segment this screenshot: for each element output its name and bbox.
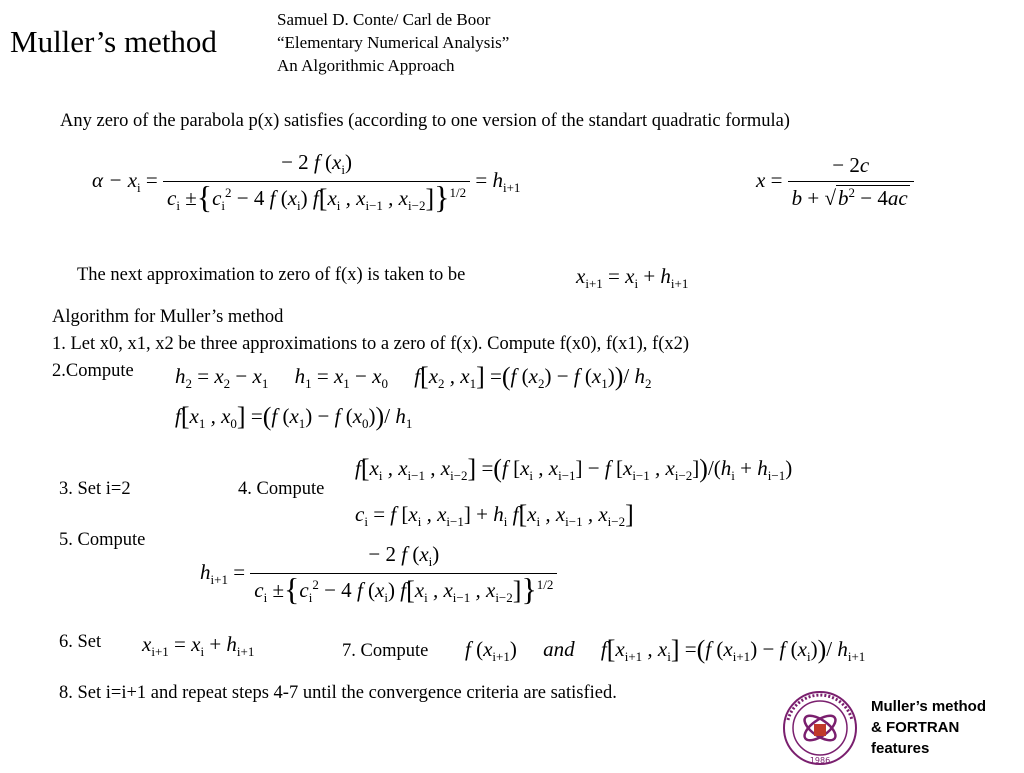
algorithm-heading: Algorithm for Muller’s method [52,307,284,327]
algorithm-step-5: 5. Compute [59,530,146,550]
intro-text: Any zero of the parabola p(x) satisfies (according to one version of the standart quadratic formula) [60,111,790,131]
step2-formula-line1: $h_2 = x_2 - x_1$ $h_1 = x_1 - x_0$ $f[x_2$ , $x_1] =(f$ $(x_2) - f$ $(x_1))/$ $h_2$ [175,362,652,392]
step4-formula-line2: $c_i = f$ [$x_i$ , $x_{i-1}] + h_i$ $f[x_i$ , $x_{i-1}$ , $x_{i-2}$] [355,500,634,530]
step7-formula: f $(x_{i+1})$ and $f[x_{i+1}$ , $x_i] =(f$ $(x_{i+1}) - f$ $(x_i))/$ $h_{i+1}$ [465,635,866,665]
algorithm-step-8: 8. Set i=i+1 and repeat steps 4-7 until the convergence criteria are satisfied. [59,683,617,703]
footer-note [871,696,986,759]
alpha-formula: $\alpha - x_i$ = $\frac{- 2 f (x_i)}{c_i \pm\{c_i^2 - 4 f (x_i) f[x_i , x_{i-1} , x_{i-2}]\}^{1/2}}$ = $h_{i+1}$ [92,150,521,216]
algorithm-step-3: 3. Set i=2 [59,479,131,499]
footer-note-line-3: features [871,740,930,757]
algorithm-step-2: 2.Compute [52,361,134,381]
algorithm-step-4: 4. Compute [238,479,325,499]
step4-formula-line1: $f[x_i$ , $x_{i-1}$ , $x_{i-2}] =(f$ [$x_i$ , $x_{i-1}] - f$ [$x_{i-1}$ , $x_{i-2}])/(h_i + h_{i-1})$ [355,454,793,484]
step2-formula-line2: $f[x_1$ , $x_0] =(f$ $(x_1) - f$ $(x_0))/$ $h_1$ [175,402,413,432]
reference-line-3: An Algorithmic Approach [277,56,455,75]
step5-formula: $h_{i+1}$ = $\frac{- 2 f (x_i)}{c_i \pm\{c_i^2 - 4 f (x_i) f[x_i , x_{i-1} , x_{i-2}]\}^{1/2}}$ [200,542,557,606]
next-approx-formula: $x_{i+1} = x_i + h_{i+1}$ [576,264,689,292]
reference-line-1: Samuel D. Conte/ Carl de Boor [277,10,491,29]
university-seal-logo [776,690,864,773]
step6-formula: $x_{i+1} = x_i + h_{i+1}$ [142,632,255,660]
quadratic-formula: x = $\frac{- 2c}{b + √b^2 - 4ac}$ [756,153,914,211]
next-approx-text: The next approximation to zero of f(x) is taken to be [77,265,466,285]
footer-note-line-2: & FORTRAN [871,719,960,736]
reference-line-2: “Elementary Numerical Analysis” [277,33,510,52]
svg-text:1986: 1986 [809,756,831,765]
algorithm-step-6: 6. Set [59,632,102,652]
footer-note-line-1: Muller’s method [871,698,987,715]
reference-citation [277,8,509,77]
algorithm-step-7: 7. Compute [342,641,429,661]
algorithm-step-1: 1. Let x0, x1, x2 be three approximations to a zero of f(x). Compute f(x0), f(x1), f(x2) [52,334,690,354]
step7-and: and [543,637,575,661]
slide-title: Muller’s method [10,24,217,59]
